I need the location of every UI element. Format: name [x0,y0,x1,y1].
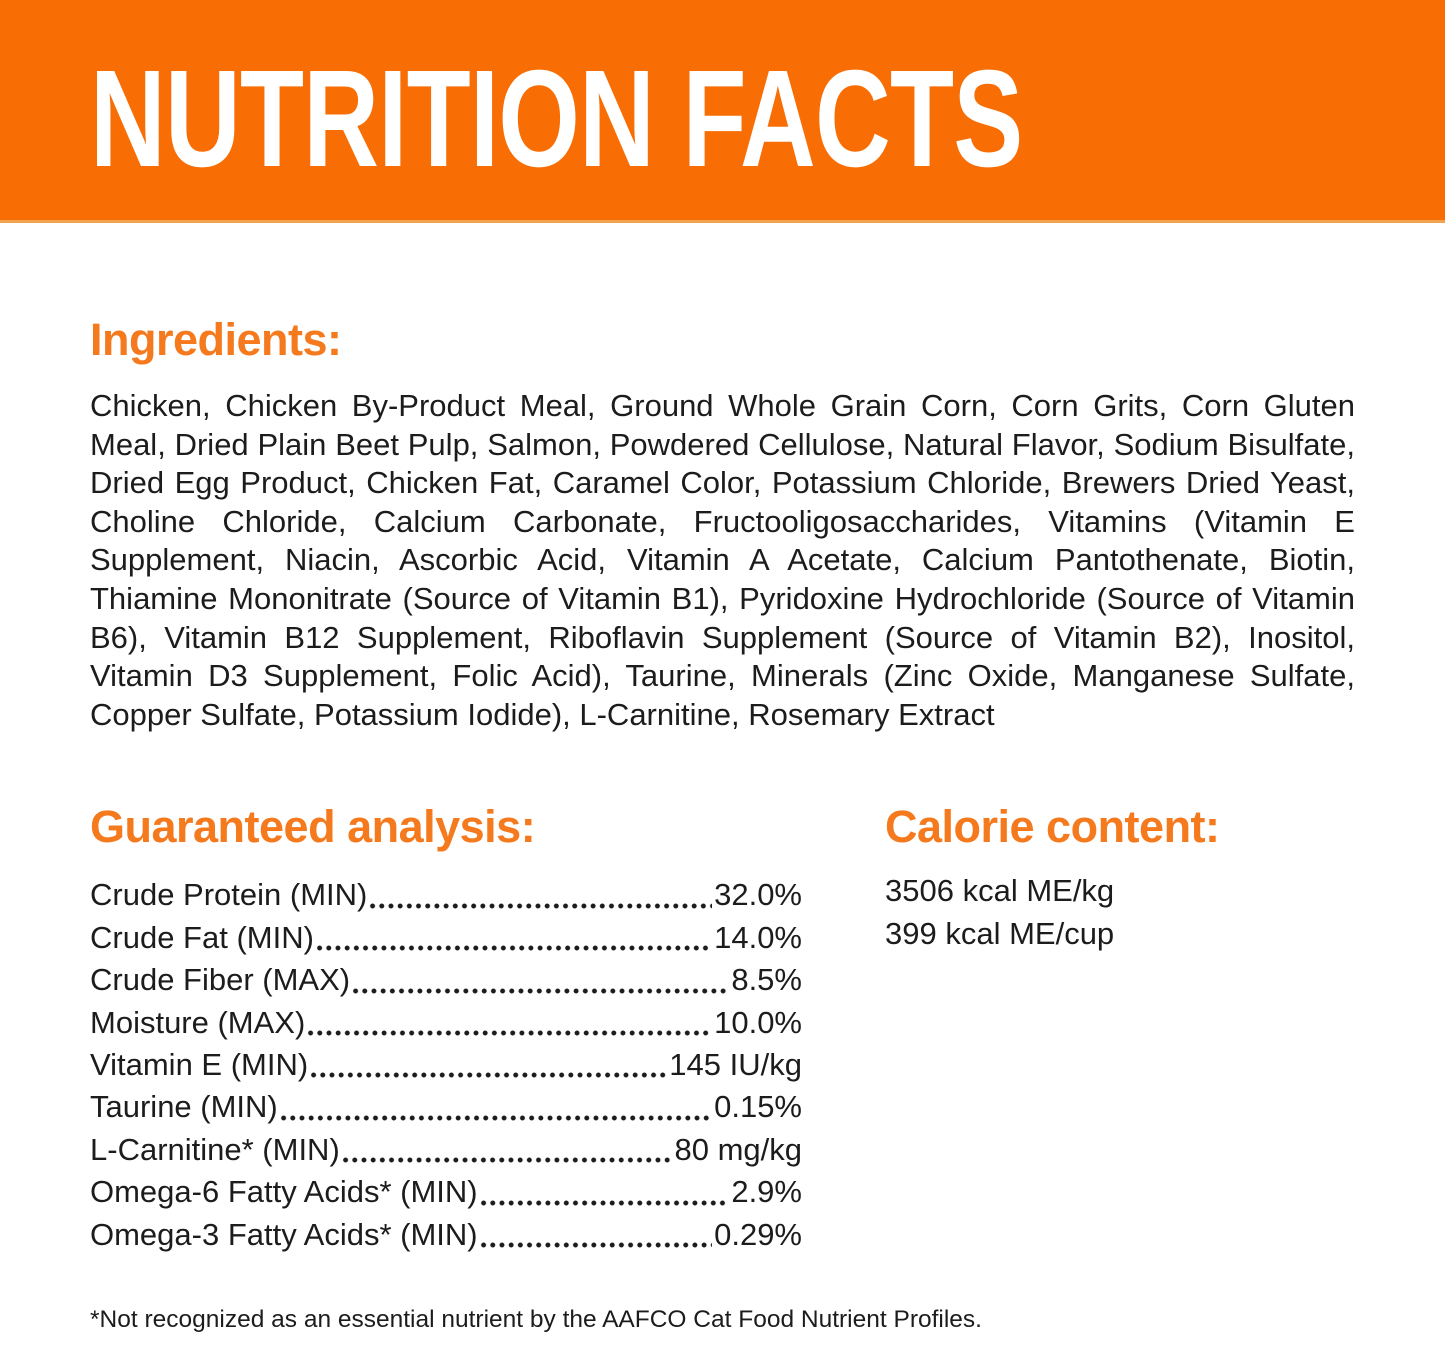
leader-dots [279,1086,712,1128]
leader-dots [479,1171,730,1213]
analysis-row [90,874,802,916]
analysis-calorie-columns [90,800,1355,1256]
leader-dots [351,959,729,1001]
calorie-content-section [885,800,1355,955]
analysis-value: 10.0% [714,1004,802,1040]
analysis-row [90,1171,802,1213]
ingredients-heading: Ingredients: [90,314,342,365]
analysis-row [90,1214,802,1256]
analysis-row [90,917,802,959]
calorie-content-heading: Calorie content: [885,801,1220,853]
analysis-table [90,874,802,1256]
analysis-row [90,1044,802,1086]
analysis-value: 14.0% [714,919,802,955]
ingredients-text: Chicken, Chicken By-Product Meal, Ground Whole Grain Corn, Corn Grits, Corn Gluten Meal, Dried Plain Beet Pulp, Salmon, Powdered Cellulose, Natural Flavor, Sodium Bisulfate, Dried Egg Product, Chicken Fat, Caramel Color, Potassium Chloride, Brewers Dried Yeast, Choline Chloride, Calcium Carbonate, Fructooligosaccharides, Vitamins (Vitamin E Supplement, Niacin, Ascorbic Acid, Vitamin A Acetate, Calcium Pantothenate, Biotin, Thiamine Mononitrate (Source of Vitamin B1), Pyridoxine Hydrochloride (Source of Vitamin B6), Vitamin B12 Supplement, Riboflavin Supplement (Source of Vitamin B2), Inositol, Vitamin D3 Supplement, Folic Acid), Taurine, Minerals (Zinc Oxide, Manganese Sulfate, Copper Sulfate, Potassium Iodide), L-Carnitine, Rosemary Extract [90,388,1355,732]
analysis-label: Crude Fiber (MAX) [90,962,351,998]
analysis-value: 32.0% [714,877,802,913]
analysis-label: Moisture (MAX) [90,1004,306,1040]
analysis-label: Omega-6 Fatty Acids* (MIN) [90,1174,478,1210]
calorie-line-cup: 399 kcal ME/cup [885,915,1115,951]
leader-dots [341,1129,673,1171]
analysis-label: Vitamin E (MIN) [90,1046,309,1082]
analysis-label: Crude Protein (MIN) [90,877,368,913]
analysis-value: 8.5% [731,962,802,998]
analysis-value: 0.15% [714,1089,802,1125]
analysis-value: 2.9% [731,1174,802,1210]
header-banner [0,0,1445,223]
analysis-row [90,1129,802,1171]
leader-dots [368,874,712,916]
analysis-row [90,1002,802,1044]
guaranteed-analysis-section [90,800,802,1256]
leader-dots [479,1214,713,1256]
analysis-label: L-Carnitine* (MIN) [90,1131,340,1167]
analysis-row [90,959,802,1001]
analysis-value: 145 IU/kg [669,1046,802,1082]
footnote: *Not recognized as an essential nutrient by the AAFCO Cat Food Nutrient Profiles. [90,1306,982,1333]
leader-dots [315,917,712,959]
guaranteed-analysis-heading: Guaranteed analysis: [90,801,536,853]
page-title: NUTRITION FACTS [90,42,1023,196]
leader-dots [306,1002,712,1044]
label-content [0,313,1445,1256]
analysis-value: 80 mg/kg [674,1131,802,1167]
analysis-value: 0.29% [714,1216,802,1252]
analysis-label: Omega-3 Fatty Acids* (MIN) [90,1216,478,1252]
analysis-label: Taurine (MIN) [90,1089,278,1125]
calorie-lines [885,870,1355,955]
analysis-label: Crude Fat (MIN) [90,919,314,955]
calorie-line-kg: 3506 kcal ME/kg [885,873,1115,909]
analysis-row [90,1086,802,1128]
leader-dots [309,1044,667,1086]
